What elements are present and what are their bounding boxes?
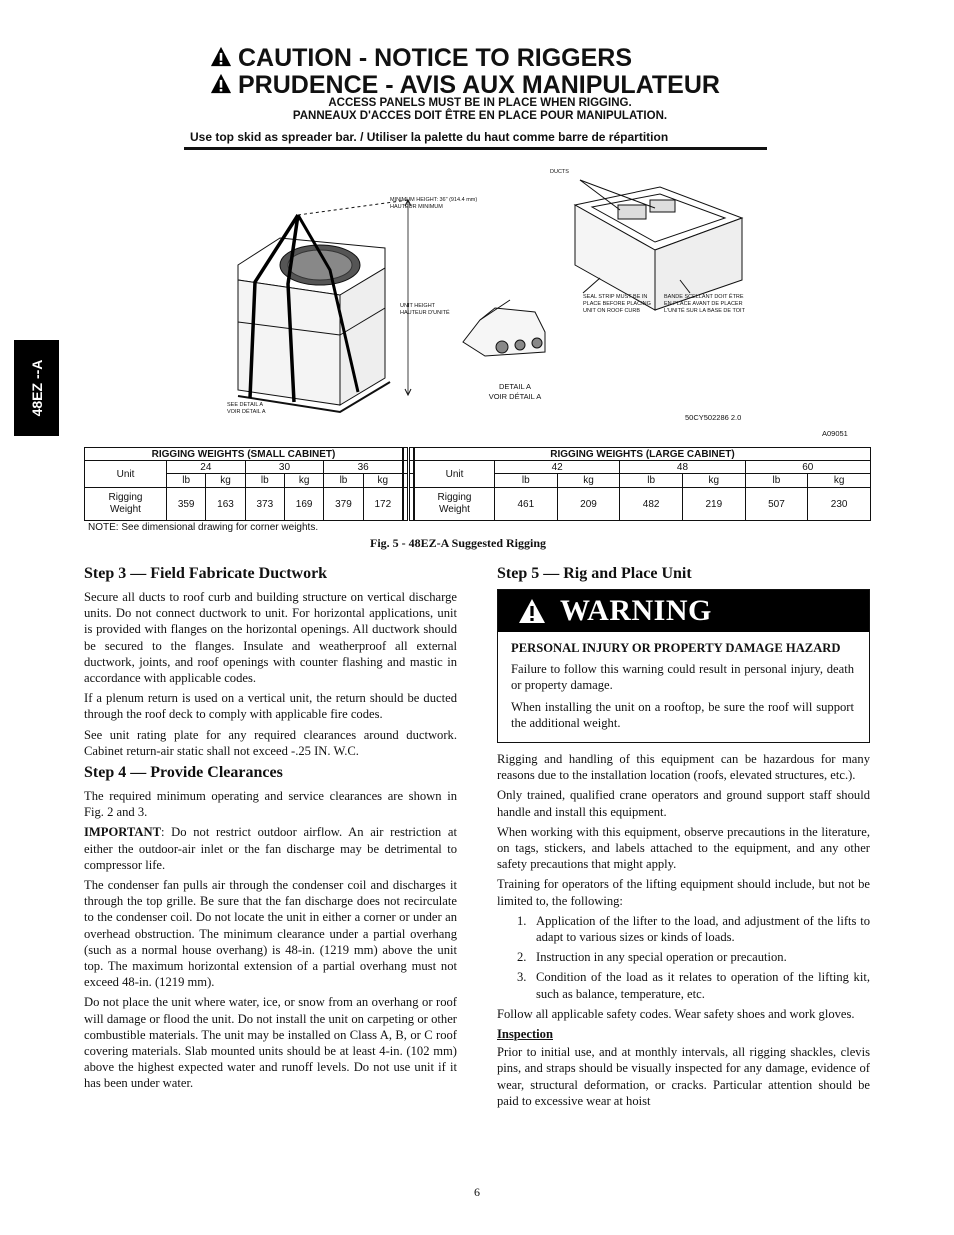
weight-cell: 172 — [363, 488, 402, 521]
rigging-drawing — [180, 160, 860, 445]
row-label: Rigging Weight — [85, 488, 167, 521]
important-paragraph — [84, 824, 457, 873]
small-cabinet-table — [84, 447, 403, 521]
weight-cell: 359 — [167, 488, 206, 521]
large-table-title: RIGGING WEIGHTS (LARGE CABINET) — [415, 448, 871, 461]
paragraph: The condenser fan pulls air through the condenser coil and discharges it through the top grille. Be sure that the fan discharge does not recirculate to the condenser coil. Do not locate the unit in either a corner or under an overhead obstruction. The minimum clearance under a partial overhang (such as a normal house overhang) is 48-in. (1219 mm) above the unit top. The maximum horizontal extension of a partial overhang must not exceed 48-in. (1219 mm). — [84, 878, 457, 990]
unit-kg: kg — [206, 474, 245, 488]
warning-triangle-icon — [518, 598, 546, 624]
step4-heading: Step 4 — Provide Clearances — [84, 764, 283, 782]
figure-caption: Fig. 5 - 48EZ-A Suggested Rigging — [370, 536, 547, 550]
see-detail-label: SEE DETAIL A VOIR DÉTAIL A — [227, 402, 266, 415]
unit-header: Unit — [85, 461, 167, 488]
paragraph: Training for operators of the lifting equipment should include, but not be limited to, the following: — [497, 877, 870, 908]
size-header: 36 — [324, 461, 403, 474]
weight-cell: 219 — [682, 488, 745, 521]
size-header: 42 — [495, 461, 620, 474]
unit-lb: lb — [745, 474, 808, 488]
detail-a-label: DETAIL A VOIR DÉTAIL A — [488, 382, 542, 401]
weight-cell: 163 — [206, 488, 245, 521]
right-column — [497, 564, 870, 1113]
unit-lb: lb — [495, 474, 558, 488]
paragraph: See unit rating plate for any required clearances around ductwork. Cabinet return-air static shall not exceed -.25 IN. W.C. — [84, 727, 457, 758]
important-text: : Do not restrict outdoor airflow. An air restriction at either the outdoor-air inlet or the fan discharge may be detrimental to compressor life. — [84, 825, 457, 872]
seal-strip-fr: BANDE SCELLANT DOIT ÊTRE EN PLACE AVANT DE PLACER L'UNITÉ SUR LA BASE DE TOIT — [664, 294, 745, 314]
paragraph: Secure all ducts to roof curb and building structure on vertical discharge units. Do not connect ductwork to unit. For horizontal applications, unit is provided with flanges on the horizontal openings. All ductwork should be secured to the flanges. Insulate and weatherproof all external ductwork, joints, and roof openings with counter flashing and mastic in accordance with applicable codes. — [84, 590, 457, 686]
caution-title-fr — [210, 71, 720, 99]
drawing-number: 50CY502286 2.0 — [685, 413, 742, 422]
access-panels-fr: PANNEAUX D'ACCES DOIT ÊTRE EN PLACE POUR MANIPULATION. — [292, 110, 668, 122]
header-divider — [184, 147, 767, 150]
weight-cell: 209 — [557, 488, 620, 521]
access-panels-en: ACCESS PANELS MUST BE IN PLACE WHEN RIGGING. — [328, 97, 632, 109]
weight-cell: 482 — [620, 488, 683, 521]
size-header: 48 — [620, 461, 745, 474]
weight-cell: 379 — [324, 488, 363, 521]
inspection-heading: Inspection — [497, 1027, 553, 1042]
table-note: NOTE: See dimensional drawing for corner weights. — [88, 522, 319, 533]
spreader-bar-note: Use top skid as spreader bar. / Utiliser la palette du haut comme barre de répartition — [190, 130, 669, 144]
caution-title-fr-text: PRUDENCE - AVIS AUX MANIPULATEUR — [238, 71, 720, 99]
size-header: 60 — [745, 461, 870, 474]
paragraph: When working with this equipment, observe precautions in the literature, on tags, stickers, and labels attached to the equipment, and any other safety precautions that might apply. — [497, 824, 870, 872]
important-label: IMPORTANT — [84, 825, 161, 840]
side-tab-label: 48EZ --A — [28, 359, 45, 417]
list-item: 3. Condition of the load as it relates to operation of the lifting kit, such as balance, temperature, etc. — [517, 970, 870, 1001]
unit-lb: lb — [324, 474, 363, 488]
unit-kg: kg — [682, 474, 745, 488]
caution-title-en — [210, 44, 632, 72]
unit-lb: lb — [620, 474, 683, 488]
paragraph: When installing the unit on a rooftop, be sure the roof will support the additional weight. — [511, 699, 854, 730]
unit-height-label: UNIT HEIGHT HAUTEUR D'UNITÉ — [400, 303, 450, 316]
paragraph: Do not place the unit where water, ice, or snow from an overhang or roof will damage or flood the unit. Do not install the unit on carpeting or other combustible materials. The unit may be installed on Class A, B, or C roof covering materials. Slab mounted units should be at least 4-in. (102 mm) above the highest expected water and runoff levels. Do not use unit if it has been under water. — [84, 995, 457, 1091]
weight-cell: 230 — [808, 488, 871, 521]
page-number: 6 — [474, 1185, 480, 1199]
paragraph: Only trained, qualified crane operators and ground support staff should handle and install this equipment. — [497, 788, 870, 819]
seal-strip-en: SEAL STRIP MUST BE IN PLACE BEFORE PLACING UNIT ON ROOF CURB — [583, 294, 651, 314]
step5-heading: Step 5 — Rig and Place Unit — [497, 565, 692, 582]
unit-kg: kg — [808, 474, 871, 488]
hazard-title: PERSONAL INJURY OR PROPERTY DAMAGE HAZARD — [511, 641, 841, 655]
min-height-label: MINIMUM HEIGHT: 36" (914.4 mm) HAUTEUR MINIMUM — [390, 197, 478, 210]
row-label: Rigging Weight — [415, 488, 495, 521]
left-column — [84, 564, 457, 1096]
caution-title-en-text: CAUTION - NOTICE TO RIGGERS — [238, 44, 632, 72]
figure-code: A09051 — [822, 429, 848, 438]
training-list — [517, 913, 870, 1002]
paragraph: Prior to initial use, and at monthly intervals, all rigging shackles, clevis pins, and straps should be visually inspected for any damage, evidence of wear, structural deformation, or cracks. Particular attention should be paid to excessive wear at hoist — [497, 1045, 870, 1108]
unit-kg: kg — [557, 474, 620, 488]
unit-header: Unit — [415, 461, 495, 488]
paragraph: If a plenum return is used on a vertical unit, the return should be ducted through the roof deck to comply with applicable fire codes. — [84, 691, 457, 722]
list-item: 2. Instruction in any special operation or precaution. — [517, 950, 787, 965]
table-separator — [403, 447, 414, 522]
unit-lb: lb — [167, 474, 206, 488]
paragraph: Follow all applicable safety codes. Wear safety shoes and work gloves. — [497, 1006, 855, 1021]
warning-triangle-icon — [210, 46, 232, 68]
unit-lb: lb — [245, 474, 284, 488]
warning-box — [497, 589, 870, 743]
size-header: 30 — [245, 461, 324, 474]
warning-triangle-icon — [210, 73, 232, 95]
step3-heading: Step 3 — Field Fabricate Ductwork — [84, 565, 328, 582]
ducts-label: DUCTS — [550, 169, 569, 175]
warning-banner — [498, 590, 869, 632]
large-cabinet-table — [414, 447, 871, 521]
weight-cell: 169 — [284, 488, 323, 521]
weight-cell: 507 — [745, 488, 808, 521]
paragraph: Failure to follow this warning could result in personal injury, death or property damage. — [511, 662, 854, 693]
unit-kg: kg — [363, 474, 402, 488]
unit-kg: kg — [284, 474, 323, 488]
rigging-figure — [180, 160, 860, 445]
list-item: 1. Application of the lifter to the load, and adjustment of the lifts to adapt to various sizes or kinds of loads. — [517, 913, 870, 945]
weight-cell: 373 — [245, 488, 284, 521]
paragraph: The required minimum operating and service clearances are shown in Fig. 2 and 3. — [84, 789, 457, 820]
weight-cell: 461 — [495, 488, 558, 521]
small-table-title: RIGGING WEIGHTS (SMALL CABINET) — [85, 448, 403, 461]
side-tab — [14, 340, 59, 436]
paragraph: Rigging and handling of this equipment can be hazardous for many reasons due to the installation location (roofs, elevated structures, etc.). — [497, 752, 870, 783]
warning-label: WARNING — [560, 593, 712, 627]
warning-body — [498, 632, 869, 742]
size-header: 24 — [167, 461, 246, 474]
